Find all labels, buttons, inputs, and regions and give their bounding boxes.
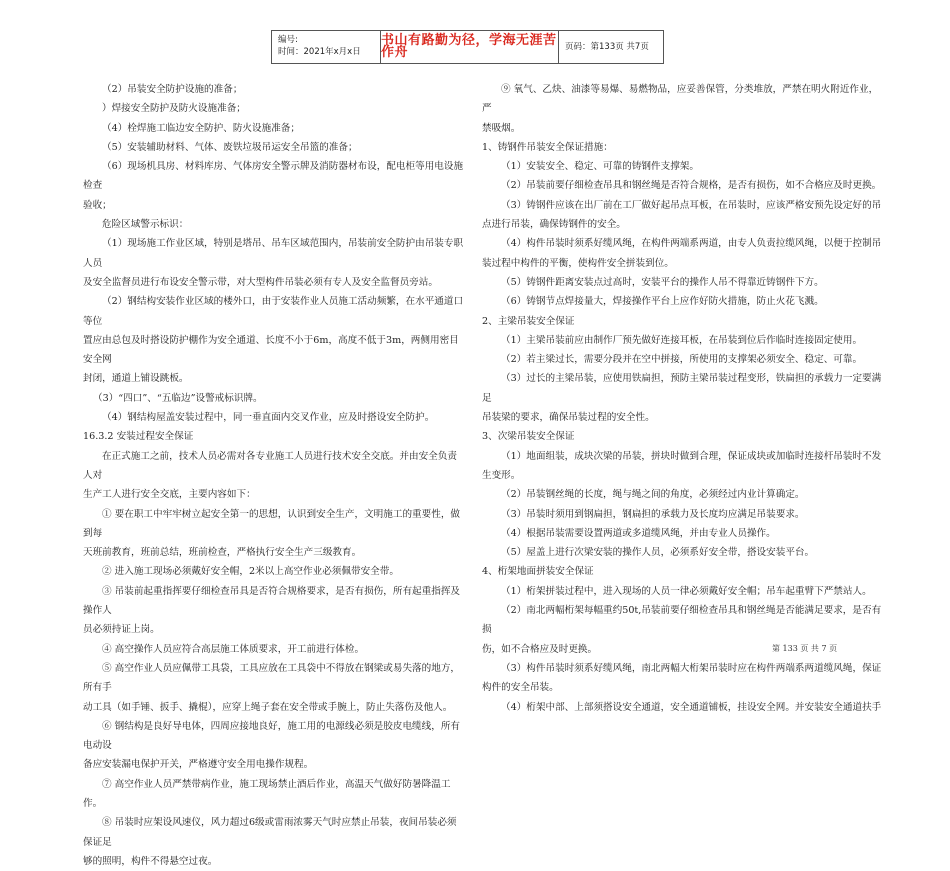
right-column <box>482 80 886 717</box>
text-line: （4）钢结构屋盖安装过程中，同一垂直面内交叉作业，应及时搭设安全防护。 <box>102 412 435 424</box>
document-header <box>271 30 664 64</box>
text-line: 动工具（如手锤、扳手、撬棍），应穿上绳子套在安全带或手腕上，防止失落伤及他人。 <box>83 701 453 713</box>
text-line: 3、次梁吊装安全保证 <box>482 431 575 443</box>
text-line: 备应安装漏电保护开关，严格遵守安全用电操作规程。 <box>83 759 314 771</box>
header-meta <box>272 31 381 63</box>
text-line: 1、铸钢件吊装安全保证措施： <box>482 141 613 153</box>
text-line: 构件的安全吊装。 <box>482 682 559 694</box>
text-line: 2、主梁吊装安全保证 <box>482 315 575 327</box>
text-line: 16.3.2 安装过程安全保证 <box>83 431 194 443</box>
text-line: （6）铸钢节点焊接量大，焊接操作平台上应作好防火措施，防止火花飞溅。 <box>501 296 824 308</box>
text-line: ⑤ 高空作业人员应佩带工具袋，工具应放在工具袋中不得放在钢梁或易失落的地方，所有手 <box>83 662 461 694</box>
text-line: 天班前教育，班前总结，班前检查，严格执行安全生产三级教育。 <box>83 547 362 559</box>
number-label: 编号: <box>278 35 298 45</box>
text-line: 吊装梁的要求，确保吊装过程的安全性。 <box>482 412 655 424</box>
text-line: 验收； <box>83 199 112 211</box>
text-line: （6）现场机具房、材料库房、气体房安全警示牌及消防器材布设，配电柜等用电设施检查 <box>83 161 464 192</box>
text-line: ③ 吊装前起重指挥要仔细检查吊具是否符合规格要求，是否有损伤，所有起重指挥及操作人 <box>83 585 461 617</box>
text-line: （5）安装辅助材料、气体、废铁垃圾吊运安全吊篮的准备； <box>102 141 358 153</box>
text-line: 禁吸烟。 <box>482 122 521 134</box>
text-line: 装过程中构件的平衡，使构件安全拼装到位。 <box>482 257 674 269</box>
text-line: （2）钢结构安装作业区域的楼外口，由于安装作业人员施工活动频繁，在水平通道口等位 <box>83 296 464 327</box>
text-line: （2）若主梁过长，需要分段并在空中拼接，所使用的支撑架必须安全、稳定、可靠。 <box>501 354 863 366</box>
text-line: ）焊接安全防护及防火设施准备； <box>102 103 246 115</box>
header-motto: 书山有路勤为径，学海无涯苦作舟 <box>381 31 559 63</box>
text-line: 4、桁架地面拼装安全保证 <box>482 566 594 578</box>
text-line: （3）铸钢件应该在出厂前在工厂做好起吊点耳板，在吊装时，应该严格安预先设定好的吊 <box>501 199 882 211</box>
text-line: （4）栓焊施工临边安全防护、防火设施准备； <box>102 122 300 134</box>
text-line: （4）构件吊装时须系好缆风绳，在构件两端系两道，由专人负责拉缆风绳，以便于控制吊 <box>501 238 882 250</box>
text-line: （2）吊装安全防护设施的准备； <box>102 84 243 95</box>
text-line: （1）安装安全、稳定、可靠的铸钢件支撑架。 <box>501 161 699 173</box>
text-line: ④ 高空操作人员应符合高层施工体质要求，开工前进行体检。 <box>102 643 365 655</box>
text-line: ⑦ 高空作业人员严禁带病作业，施工现场禁止酒后作业，高温天气做好防暑降温工作。 <box>83 778 451 809</box>
text-line: 及安全监督员进行布设安全警示带，对大型构件吊装必须有专人及安全监督员旁站。 <box>83 276 438 288</box>
text-line: （3）“四口”、“五临边”设警戒标识牌。 <box>93 392 263 404</box>
left-column <box>83 80 466 871</box>
text-line: （2）南北两幅桁架每幅重约50t,吊装前要仔细检查吊具和钢丝绳是否能满足要求，是否有损 <box>482 605 882 636</box>
text-line: 封闭，通道上铺设跳板。 <box>83 373 189 385</box>
text-line: 点进行吊装，确保铸钢件的安全。 <box>482 219 626 231</box>
text-line: ⑥ 钢结构是良好导电体，四周应接地良好，施工用的电源线必须是胶皮电缆线，所有电动设 <box>83 720 461 752</box>
text-line: （5）铸钢件距离安装点过高时，安装平台的操作人吊不得靠近铸钢件下方。 <box>501 276 824 288</box>
text-line: （1）地面组装，成块次梁的吊装，拼块时做到合理，保证成块或加临时连接杆吊装时不发 <box>501 450 882 462</box>
text-line: （1）现场施工作业区域，特别是塔吊、吊车区域范围内，吊装前安全防护由吊装专职人员 <box>83 238 464 269</box>
text-line: （3）构件吊装时须系好缆风绳，南北两幅大桁架吊装时应在构件两端系两道缆风绳，保证 <box>501 662 882 674</box>
text-line: （4）桁架中部、上部须搭设安全通道，安全通道铺板，挂设安全网。并安装安全通道扶手 <box>501 701 882 713</box>
text-line: （2）吊装钢丝绳的长度，绳与绳之间的角度，必须经过内业计算确定。 <box>501 489 805 501</box>
page-footer: 第 133 页 共 7 页 <box>772 644 838 653</box>
text-line: （4）根据吊装需要设置两道或多道缆风绳，并由专业人员操作。 <box>501 527 776 539</box>
text-line: （1）主梁吊装前应由制作厂预先做好连接耳板，在吊装到位后作临时连接固定使用。 <box>501 334 863 346</box>
text-line: （5）屋盖上进行次梁安装的操作人员，必须系好安全带，搭设安装平台。 <box>501 547 815 559</box>
text-line: 在正式施工之前，技术人员必需对各专业施工人员进行技术安全交底。并由安全负责人对 <box>83 450 457 481</box>
text-line: （2）吊装前要仔细检查吊具和钢丝绳是否符合规格，是否有损伤，如不合格应及时更换。 <box>501 180 882 192</box>
text-line: 危险区域警示标识： <box>102 219 189 231</box>
header-page-label: 页码：第133页 共7页 <box>565 42 649 52</box>
text-line: （1）桁架拼装过程中，进入现场的人员一律必须戴好安全帽；吊车起重臂下严禁站人。 <box>501 585 872 597</box>
time-label: 时间：2021年x月x日 <box>278 47 361 57</box>
text-line: 员必须持证上岗。 <box>83 624 160 636</box>
text-line: 够的照明，构件不得悬空过夜。 <box>83 855 218 867</box>
text-line: （3）过长的主梁吊装，应使用铁扁担，预防主梁吊装过程变形，铁扁担的承载力一定要满足 <box>482 373 882 404</box>
text-line: ⑨ 氧气、乙炔、油漆等易爆、易燃物品，应妥善保管，分类堆放，严禁在明火附近作业，严 <box>482 84 879 115</box>
text-line: 置应由总包及时搭设防护棚作为安全通道、长度不小于6m，高度不低于3m，两侧用密目安全网 <box>83 334 459 366</box>
text-line: 伤，如不合格应及时更换。 <box>482 643 598 655</box>
text-line: ⑧ 吊装时应架设风速仪，风力超过6级或雷雨浓雾天气时应禁止吊装，夜间吊装必须保证足 <box>83 817 457 848</box>
text-line: 生产工人进行安全交底，主要内容如下： <box>83 489 256 501</box>
text-line: ① 要在职工中牢牢树立起安全第一的思想，认识到安全生产，文明施工的重要性，做到每 <box>83 508 461 539</box>
text-line: ② 进入施工现场必须戴好安全帽，2米以上高空作业必须佩带安全带。 <box>102 566 399 578</box>
text-line: （3）吊装时须用到钢扁担，钢扁担的承载力及长度均应满足吊装要求。 <box>501 508 805 520</box>
text-line: 生变形。 <box>482 469 521 481</box>
